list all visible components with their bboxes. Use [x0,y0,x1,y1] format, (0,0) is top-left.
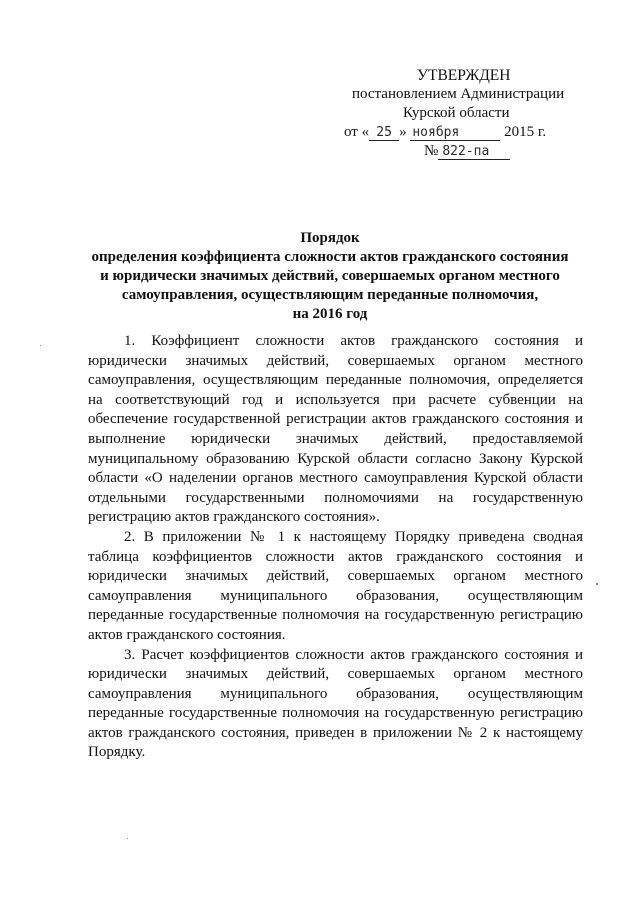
approval-region: Курской области [403,105,510,121]
title-line-0: Порядок [300,230,360,246]
paragraph-2: 2. В приложении № 1 к настоящему Порядку приведена сводная таблица коэффициентов сложности актов гражданского состояния и юридически значимых действий, совершаемых органом местного самоуправления муниципального образования, осуществляющим переданные государственные полномочия на государственную регистрацию актов гражданского состояния. [88,528,583,643]
title-line-4: на 2016 год [292,306,368,322]
scan-speck [40,345,41,346]
title-line-1: определения коэффициента сложности актов гражданского состояния [91,249,569,265]
date-year: 2015 г. [504,124,547,140]
number-value: 822-па [438,144,510,160]
document-title [80,229,580,324]
date-month: ноября [410,125,500,141]
paragraph-1: 1. Коэффициент сложности актов гражданского состояния и юридически значимых действий, совершаемых органом местного самоуправления, осуществляющим переданные полномочия, определяется на соответствующий год и используется при расчете субвенции на обеспечение государственной регистрации актов гражданского состояния и выполнение юридически значимых действий, предоставляемой муниципальному образованию Курской области согласно Закону Курской области «О наделении органов местного самоуправления Курской области отдельными государственными полномочиями на государственную регистрацию актов гражданского состояния». [88,333,583,526]
title-line-2: и юридически значимых действий, совершаемых органом местного [100,268,560,284]
date-mid: » [399,124,407,140]
title-line-3: самоуправления, осуществляющим переданные полномочия, [121,287,539,303]
document-body [88,332,583,763]
date-prefix: от « [344,124,370,140]
approval-stamp [330,66,588,161]
approval-number [330,142,588,161]
number-sign: № [424,143,439,159]
paragraph-3: 3. Расчет коэффициентов сложности актов гражданского состояния и юридически значимых действий, совершаемых органом местного самоуправления муниципального образования, осуществляющим переданные государственные полномочия на государственную регистрацию актов гражданского состояния, приведен в приложении № 2 к настоящему Порядку. [88,646,583,761]
approval-date [330,123,588,142]
date-day: 25 [369,125,399,141]
approval-issuer: постановлением Администрации [352,86,565,102]
scan-speck [127,838,128,839]
approval-title: УТВЕРЖДЕН [417,67,511,84]
scan-speck [596,583,598,585]
